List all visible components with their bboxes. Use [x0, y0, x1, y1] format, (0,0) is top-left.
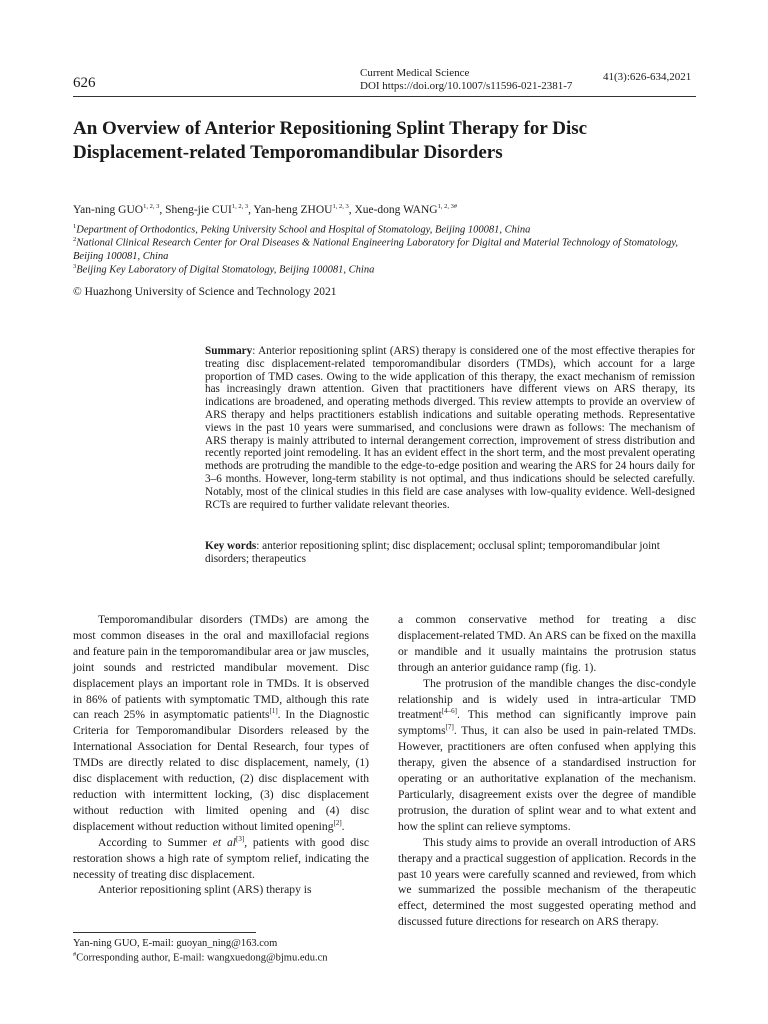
abstract — [205, 345, 695, 511]
keywords-label: Key words — [205, 540, 257, 552]
page-number: 626 — [73, 75, 96, 91]
affiliation — [73, 260, 703, 277]
keywords-text: : anterior repositioning splint; disc displacement; occlusal splint; temporomandibular joint disorders; therapeutics — [205, 540, 660, 565]
copyright-notice: © Huazhong University of Science and Technology 2021 — [73, 286, 337, 298]
paragraph-text: Anterior repositioning splint (ARS) therapy is — [98, 883, 312, 897]
affiliation-text: National Clinical Research Center for Oral Diseases & National Engineering Laboratory for Digital and Material Technology of Stomatology, Beijing 100081, China — [73, 237, 679, 262]
paragraph-text: . — [341, 819, 345, 833]
body-paragraph — [73, 882, 369, 898]
paper-title: An Overview of Anterior Repositioning Splint Therapy for Disc Displacement-related Temporomandibular Disorders — [73, 118, 588, 163]
author-name: Yan-ning GUO — [73, 203, 144, 216]
corresponding-mark: # — [73, 951, 77, 958]
citation-link[interactable]: [1] — [269, 707, 278, 716]
author-affiliation-mark: 1, 2, 3 — [231, 203, 249, 210]
affiliation-mark: 2 — [73, 236, 77, 243]
author-list — [73, 203, 457, 216]
body-column-left — [73, 612, 369, 898]
paragraph-text: This study aims to provide an overall introduction of ARS therapy and a practical suggestion of application. Records in the past 10 years were carefully scanned and reviewed, from which we summarized the possible mechanism of the therapeutic effect, determined the most suggested operating method and discussed future directions for research on ARS therapy. — [398, 835, 696, 929]
body-paragraph — [398, 676, 696, 835]
author-affiliation-mark: 1, 2, 3 — [143, 203, 160, 210]
author-separator: , — [348, 203, 355, 216]
affiliation-text: Beijing Key Laboratory of Digital Stomatology, Beijing 100081, China — [76, 264, 375, 276]
author-email-footnote: Yan-ning GUO, E-mail: guoyan_ning@163.com — [73, 938, 278, 949]
author-name: Sheng-jie CUI — [165, 203, 232, 216]
citation-link[interactable]: [4–6] — [441, 707, 457, 716]
journal-name: Current Medical Science — [360, 67, 470, 79]
citation-link[interactable]: [2] — [333, 818, 342, 827]
paragraph-text: Temporomandibular disorders (TMDs) are among the most common diseases in the oral and maxillofacial regions and feature pain in the temporomandibular area or jaw muscles, joint sounds and restricted mandibular movement. Disc displacement plays an important role in TMDs. It is observed in 86% of patients with symptomatic TMD, although this rate can reach 25% in asymptomatic patients — [73, 613, 369, 722]
author-affiliation-mark: 1, 2, 3 — [332, 203, 349, 210]
corresponding-author-footnote — [73, 951, 328, 964]
journal-doi[interactable]: DOI https://doi.org/10.1007/s11596-021-2381-7 — [360, 80, 573, 92]
author-separator: , — [248, 203, 254, 216]
paragraph-text: a common conservative method for treating a disc displacement-related TMD. An ARS can be fixed on the maxilla or mandible and it usually maintains the protrusion status through an anterior guidance ramp (fig. 1). — [398, 613, 696, 674]
affiliation — [73, 233, 703, 263]
body-paragraph — [73, 612, 369, 835]
header-divider — [73, 96, 696, 97]
citation-link[interactable]: [7] — [445, 723, 454, 732]
footnote-divider — [73, 932, 256, 933]
et-al-text: et al — [212, 835, 237, 849]
paragraph-text: . In the Diagnostic Criteria for Temporomandibular Disorders released by the International Association for Dental Research, four types of TMDs are directly related to disc displacement, namely, (1) disc displacement with reduction, (2) disc displacement with reduction with intermittent locking, (3) disc displacement without reduction with limited opening and (4) disc displacement without reduction without limited opening — [73, 708, 369, 833]
paragraph-text: . This method can significantly improve pain symptoms — [398, 708, 696, 738]
author-name: Xue-dong WANG — [354, 203, 438, 216]
citation-link[interactable]: [3] — [236, 834, 245, 843]
abstract-text: : Anterior repositioning splint (ARS) therapy is considered one of the most effective therapies for treating disc displacement-related temporomandibular disorders (TMDs), which account for a large proportion of TMD cases. Owing to the wide application of this therapy, the exact mechanism of remission has increasingly drawn attention. Given that practitioners have different views on ARS therapy, its indications are broadened, and operating methods diverged. This review attempts to provide an overview of ARS therapy and helps practitioners establish indications and suitable operating methods. Representative views in the past 10 years were summarised, and conclusions were drawn as follows: The mechanism of ARS therapy is mainly attributed to internal derangement correction, improvement of stress distribution and recently reported joint remodeling. It has an evident effect in the short term, and the most prevalent operating methods are protruding the mandible to the edge-to-edge position and wearing the ARS for 24 hours daily for 3–6 months. However, long-term stability is not optimal, and thus indications should be selected carefully. Notably, most of the clinical studies in this field are case analyses with low-quality evidence. Well-designed RCTs are required to further validate relevant theories. — [205, 345, 695, 511]
paragraph-text: The protrusion of the mandible changes the disc-condyle relationship and is widely used in intra-articular TMD treatment — [398, 676, 696, 722]
corresponding-text: Corresponding author, E-mail: wangxuedong@bjmu.edu.cn — [76, 952, 328, 964]
affiliation-text: Department of Orthodontics, Peking University School and Hospital of Stomatology, Beijing 100081, China — [76, 224, 531, 236]
body-column-right — [398, 612, 696, 930]
paragraph-text: According to Summer — [98, 835, 213, 849]
affiliation-mark: 1 — [73, 223, 77, 230]
author-name: Yan-heng ZHOU — [253, 203, 333, 216]
keywords — [205, 540, 695, 566]
author-separator: , — [159, 203, 166, 216]
body-paragraph — [73, 835, 369, 883]
author-affiliation-mark: 1, 2, 3# — [437, 203, 458, 210]
body-paragraph — [398, 612, 696, 676]
body-paragraph — [398, 835, 696, 930]
journal-volume: 41(3):626-634,2021 — [603, 71, 692, 83]
abstract-label: Summary — [205, 345, 253, 357]
paragraph-text: . Thus, it can also be used in pain-related TMDs. However, practitioners are often confused when applying this therapy, given the absence of a standardised instruction for operating or an authoritative explanation of the mechanism. Particularly, disagreement exists over the degree of mandible protrusion, the duration of splint wear and to what extent and how the splint can relieve symptoms. — [398, 724, 696, 833]
paragraph-text: , patients with good disc restoration shows a high rate of symptom relief, indicating the necessity of treating disc displacement. — [73, 835, 369, 881]
affiliation-mark: 3 — [73, 263, 77, 270]
